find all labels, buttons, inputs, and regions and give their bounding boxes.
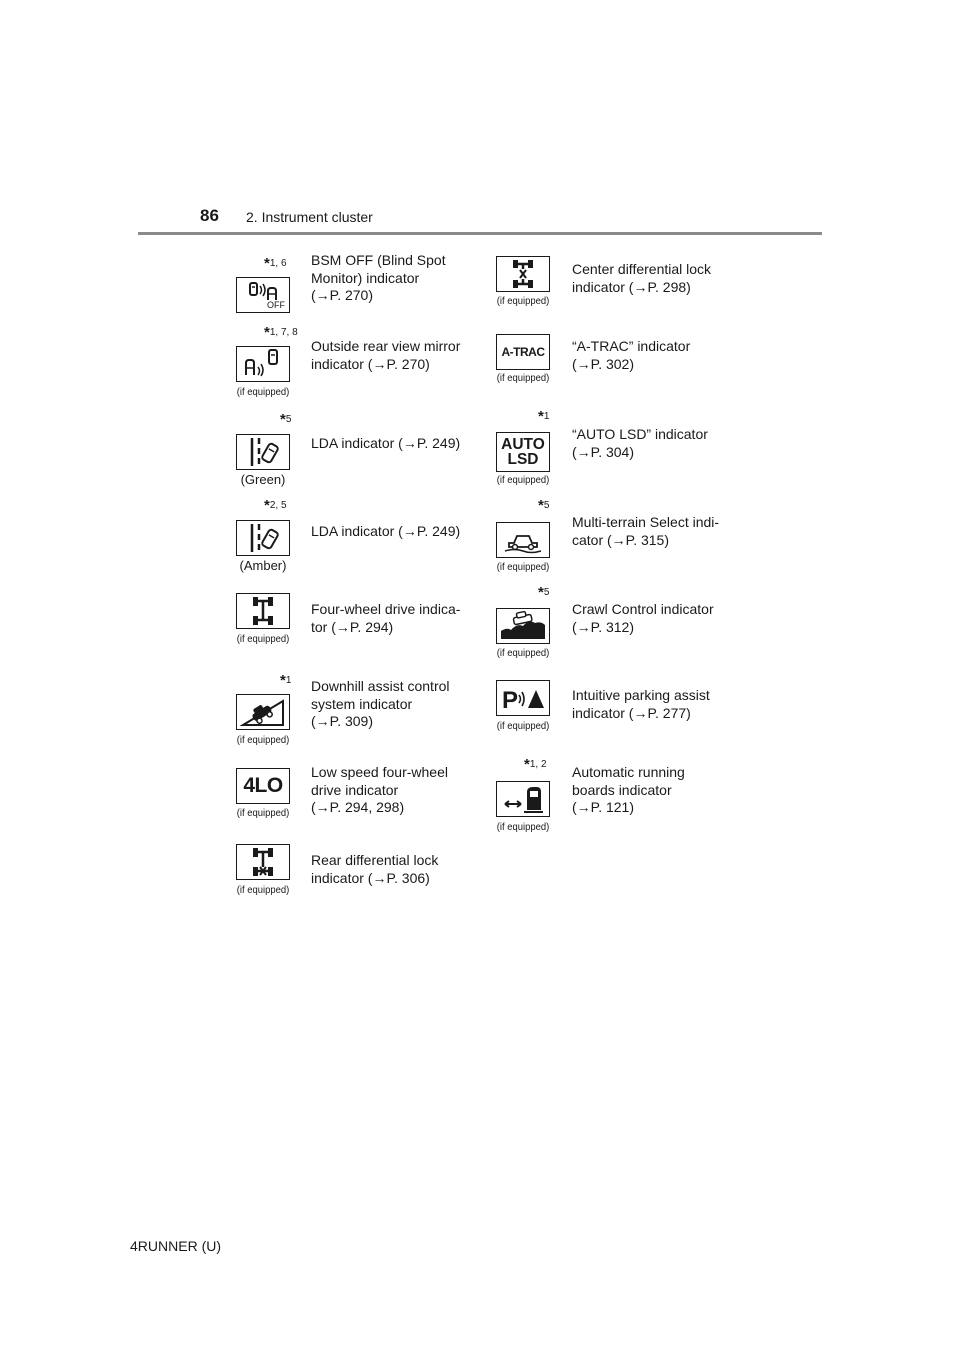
footnote-marker: *1: [538, 408, 550, 425]
running-boards-icon: [496, 781, 550, 817]
footnote-marker: *1, 6: [264, 255, 287, 272]
indicator-description: Crawl Control indicator (→P. 312): [572, 601, 714, 635]
outside-mirror-icon: [236, 346, 290, 382]
indicator-caption: (Green): [240, 472, 286, 487]
indicator-description: Intuitive parking assist indicator (→P. 277): [572, 687, 710, 721]
indicator-caption: (if equipped): [496, 561, 550, 573]
indicator-caption: (if equipped): [496, 647, 550, 659]
indicator-caption: (if equipped): [496, 821, 550, 833]
indicator-description: “A-TRAC” indicator (→P. 302): [572, 338, 691, 372]
indicator-description: LDA indicator (→P. 249): [311, 435, 461, 451]
header-divider: [138, 232, 822, 235]
indicator-description: LDA indicator (→P. 249): [311, 523, 461, 539]
section-title: 2. Instrument cluster: [246, 209, 373, 225]
indicator-description: Downhill assist control system indicator (→P. 309): [311, 678, 450, 729]
indicator-description: Four-wheel drive indica- tor (→P. 294): [311, 601, 461, 635]
model-footer: 4RUNNER (U): [130, 1238, 221, 1254]
multi-terrain-icon: [496, 522, 550, 558]
icon-text-off: OFF: [267, 300, 285, 310]
footnote-marker: *1: [280, 672, 292, 689]
indicator-description: Rear differential lock indicator (→P. 306): [311, 852, 439, 886]
indicator-description: Center differential lock indicator (→P. 298): [572, 261, 712, 295]
footnote-marker: *5: [538, 497, 550, 514]
bsm-off-icon: [236, 277, 290, 313]
crawl-control-icon: [496, 608, 550, 644]
indicator-description: Outside rear view mirror indicator (→P. 270): [311, 338, 461, 372]
icon-text-auto-lsd: AUTO LSD: [501, 436, 545, 468]
indicator-description: Automatic running boards indicator (→P. 121): [572, 764, 685, 815]
icon-text-a-trac: A-TRAC: [501, 345, 545, 359]
a-trac-icon: [496, 334, 550, 370]
indicator-description: “AUTO LSD” indicator (→P. 304): [572, 426, 708, 460]
svg-text:P: P: [502, 687, 519, 714]
indicator-caption: (if equipped): [496, 474, 550, 486]
footnote-marker: *2, 5: [264, 497, 287, 514]
indicator-caption: (if equipped): [236, 734, 290, 746]
indicator-caption: (Amber): [239, 558, 287, 573]
page-number: 86: [200, 206, 219, 225]
footnote-marker: *1, 7, 8: [264, 324, 298, 341]
indicator-caption: (if equipped): [496, 295, 550, 307]
four-wheel-drive-icon: [236, 593, 290, 629]
lda-icon: [236, 520, 290, 556]
indicator-caption: (if equipped): [236, 807, 290, 819]
center-diff-lock-icon: [496, 256, 550, 292]
indicator-caption: (if equipped): [236, 633, 290, 645]
indicator-description: BSM OFF (Blind Spot Monitor) indicator (→P. 270): [311, 252, 446, 303]
footnote-marker: *5: [538, 584, 550, 601]
lda-icon: [236, 434, 290, 470]
indicator-caption: (if equipped): [496, 720, 550, 732]
icon-text-4lo: 4LO: [243, 774, 283, 797]
parking-assist-icon: [496, 680, 550, 716]
footnote-marker: *5: [280, 411, 292, 428]
downhill-assist-icon: [236, 694, 290, 730]
indicator-description: Low speed four-wheel drive indicator (→P. 294, 298): [311, 764, 448, 815]
rear-diff-lock-icon: [236, 844, 290, 880]
auto-lsd-icon: [496, 432, 550, 472]
indicator-caption: (if equipped): [236, 884, 290, 896]
indicator-caption: (if equipped): [496, 372, 550, 384]
indicator-description: Multi-terrain Select indi- cator (→P. 315): [572, 514, 720, 548]
footnote-marker: *1, 2: [524, 756, 547, 773]
four-lo-icon: [236, 768, 290, 804]
indicator-caption: (if equipped): [236, 386, 290, 398]
